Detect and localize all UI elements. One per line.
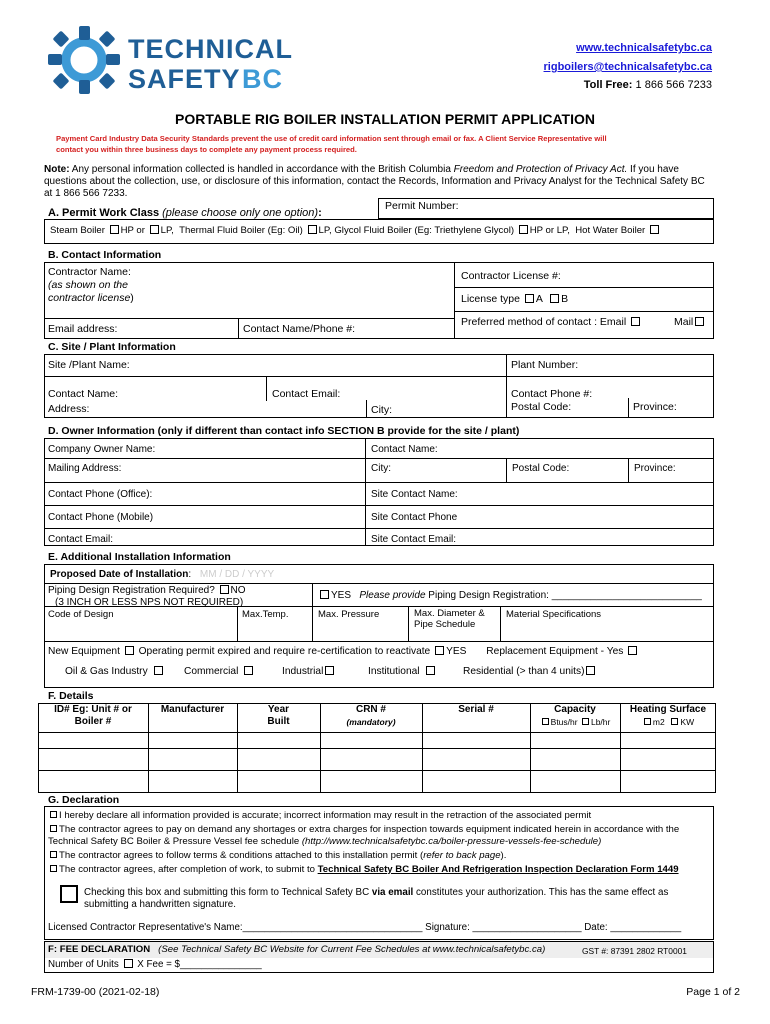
max-diameter-label2: Pipe Schedule <box>414 619 476 630</box>
btus-checkbox[interactable] <box>542 718 549 725</box>
privacy-note-line2: questions about the collection, use, or disclosure of this information, contact the Records, Information and Privacy Analyst for the Technical Safety BC <box>44 176 705 187</box>
units-input[interactable] <box>124 959 133 968</box>
col-serial-header: Serial # <box>458 704 494 715</box>
btus-label: Btus/hr <box>550 717 578 727</box>
hp-or-label: HP or <box>120 225 145 236</box>
signature-line[interactable]: Licensed Contractor Representative's Name:_________________________________ Signature: ____________________ Date: _____________ <box>48 922 682 933</box>
col-year-header2: Built <box>267 716 290 727</box>
website-link[interactable]: www.technicalsafetybc.ca <box>576 42 712 54</box>
institutional-label: Institutional <box>368 666 420 677</box>
decl1-label: I hereby declare all information provided is accurate; incorrect information may result in the retraction of the associated permit <box>59 810 592 821</box>
logo-line2: SAFETY <box>128 64 241 94</box>
industrial <box>282 666 336 678</box>
m2-checkbox[interactable] <box>644 718 651 725</box>
site-province-label: Province: <box>633 401 677 413</box>
institutional-checkbox[interactable] <box>426 666 435 675</box>
thermal-lp-checkbox[interactable] <box>308 225 317 234</box>
owner-city-label: City: <box>371 463 391 474</box>
material-specs-label: Material Specifications <box>506 609 602 620</box>
commercial <box>184 666 255 678</box>
decl-1 <box>48 810 591 822</box>
decl-3 <box>48 850 506 862</box>
note-act: Freedom and Protection of Privacy Act. <box>453 164 628 175</box>
thermal-fluid-label: Thermal Fluid Boiler (Eg: Oil) <box>179 225 303 236</box>
oil-gas-label: Oil & Gas Industry <box>65 666 148 677</box>
piping-provide-label: Piping Design Registration: ___________________________ <box>428 590 702 601</box>
commercial-checkbox[interactable] <box>244 666 253 675</box>
col-manufacturer-header: Manufacturer <box>160 704 225 715</box>
max-diameter-label1: Max. Diameter & <box>414 608 485 619</box>
contractor-name-label: Contractor Name: <box>48 266 131 278</box>
toll-free-number: 1 866 566 7233 <box>635 79 712 91</box>
permit-number-label: Permit Number: <box>385 200 459 212</box>
authorization-checkbox[interactable] <box>60 885 78 903</box>
note-label: Note: <box>44 164 70 175</box>
site-postal-label: Postal Code: <box>511 401 572 413</box>
piping-provide-italic: Please provide <box>359 590 429 601</box>
col-crn-sub: (mandatory) <box>346 717 396 727</box>
decl4-label: The contractor agrees, after completion of work, to submit to <box>59 864 318 875</box>
mailing-address-label: Mailing Address: <box>48 463 122 474</box>
owner-contact-name-label: Contact Name: <box>371 444 438 455</box>
residential-label: Residential (> than 4 units) <box>463 666 585 677</box>
phone-mobile-label: Contact Phone (Mobile) <box>48 512 154 523</box>
privacy-note-line1 <box>44 164 679 176</box>
operating-yes-label: YES <box>446 646 467 657</box>
section-d-title: D. Owner Information (only if different than contact info SECTION B provide for the site / plant) <box>48 425 520 437</box>
license-a-label: A <box>535 293 543 305</box>
lbhr-checkbox[interactable] <box>582 718 589 725</box>
max-pressure-label: Max. Pressure <box>318 609 380 620</box>
piping-yes <box>318 590 702 602</box>
owner-postal-label: Postal Code: <box>512 463 570 474</box>
email-address-label: Email address: <box>48 323 118 335</box>
decl2-label: The contractor agrees to pay on demand any shortages or extra charges for inspection towards equipment indicated herein in accordance with the <box>59 824 680 835</box>
commercial-label: Commercial <box>184 666 239 677</box>
mail-option-label: Mail <box>674 316 694 328</box>
section-f-title: F. Details <box>48 690 94 702</box>
steam-boiler-label: Steam Boiler <box>50 225 105 236</box>
fee-total-label: X Fee = $_______________ <box>137 959 262 970</box>
section-e-title: E. Additional Installation Information <box>48 551 231 563</box>
owner-contact-email-label: Contact Email: <box>48 534 114 545</box>
auth-via-email: via email <box>371 887 414 898</box>
hot-water-label: Hot Water Boiler <box>575 225 646 236</box>
col-year-header1: Year <box>267 704 290 715</box>
contact-name-phone-label: Contact Name/Phone #: <box>243 323 356 335</box>
oil-gas <box>65 666 165 678</box>
operating-permit-label: Operating permit expired and require re-certification to reactivate <box>138 646 431 657</box>
lp2-label: LP, <box>318 225 332 236</box>
decl3-label: The contractor agrees to follow terms & conditions attached to this installation permit ( <box>59 850 424 861</box>
section-a-label: A. Permit Work Class <box>48 207 160 219</box>
kw-label: KW <box>680 717 695 727</box>
plant-number-label: Plant Number: <box>511 359 579 371</box>
form-number: FRM-1739-00 (2021-02-18) <box>31 986 160 998</box>
lbhr-label: Lb/hr <box>590 717 611 727</box>
email-link[interactable]: rigboilers@technicalsafetybc.ca <box>543 61 712 73</box>
contractor-license-label: Contractor License #: <box>461 270 561 282</box>
logo-bc: BC <box>242 64 283 94</box>
pci-notice-line1: Payment Card Industry Data Security Standards prevent the use of credit card information sent through email or fax. A Client Service Representative will <box>56 134 607 143</box>
authorization-line1 <box>84 887 668 899</box>
section-g-title: G. Declaration <box>48 794 120 806</box>
col-crn-header: CRN # <box>355 704 386 715</box>
proposed-date-input[interactable]: MM / DD / YYYY <box>199 569 275 580</box>
toll-free <box>584 79 712 92</box>
steam-lp-checkbox[interactable] <box>150 225 159 234</box>
license-b-label: B <box>561 293 569 305</box>
privacy-note-line3: at 1 866 566 7233. <box>44 188 128 199</box>
steam-hp-checkbox[interactable] <box>110 225 119 234</box>
logo <box>44 24 299 96</box>
fee-header <box>48 944 545 956</box>
decl2-checkbox[interactable] <box>50 825 57 832</box>
license-type <box>461 293 568 305</box>
code-of-design-label: Code of Design <box>48 609 114 620</box>
decl-2b <box>48 836 601 848</box>
fee-units <box>48 959 262 971</box>
as-shown-text: contractor license <box>48 292 131 304</box>
equipment-row <box>48 646 639 658</box>
col-id-header1: ID# Eg: Unit # or <box>54 704 132 715</box>
section-a-hint: (please choose only one option) <box>162 207 319 219</box>
page-title: PORTABLE RIG BOILER INSTALLATION PERMIT APPLICATION <box>175 111 595 127</box>
industrial-checkbox[interactable] <box>325 666 334 675</box>
as-shown-close: ) <box>130 292 134 304</box>
piping-yes-checkbox[interactable] <box>320 590 329 599</box>
site-city-label: City: <box>371 404 392 416</box>
col-capacity-options <box>530 716 620 728</box>
industrial-label: Industrial <box>282 666 324 677</box>
page-number: Page 1 of 2 <box>686 986 740 998</box>
proposed-date: Proposed Date of Installation: MM / DD / YYYY <box>50 569 275 580</box>
decl-2 <box>48 824 679 836</box>
decl3-close: ). <box>500 850 507 861</box>
section-b-title: B. Contact Information <box>48 249 162 261</box>
piping-no-label: NO <box>230 585 246 596</box>
decl2b-label: Technical Safety BC Boiler & Pressure Vessel fee schedule <box>48 836 302 847</box>
col-capacity-header: Capacity <box>554 704 596 715</box>
preferred-contact <box>461 316 642 328</box>
decl4-checkbox[interactable] <box>50 865 57 872</box>
proposed-date-label: Proposed Date of Installation <box>50 569 189 580</box>
site-contact-name2-label: Site Contact Name: <box>371 489 458 500</box>
lp-label: LP, <box>160 225 174 236</box>
residential-checkbox[interactable] <box>586 666 595 675</box>
decl3-checkbox[interactable] <box>50 851 57 858</box>
col-id-header2: Boiler # <box>74 716 112 727</box>
max-temp-label: Max.Temp. <box>242 609 289 620</box>
decl3-italic: refer to back page <box>423 850 501 861</box>
license-b-checkbox[interactable] <box>550 294 559 303</box>
note-text1c: If you have <box>627 164 679 175</box>
replacement-checkbox[interactable] <box>628 646 637 655</box>
col-heating-header: Heating Surface <box>629 704 707 715</box>
hp-or-lp-label: HP or LP, <box>529 225 570 236</box>
piping-required-label: Piping Design Registration Required? <box>48 585 215 596</box>
as-shown-line2 <box>48 292 134 304</box>
email-option-checkbox[interactable] <box>631 317 640 326</box>
phone-office-label: Contact Phone (Office): <box>48 489 153 500</box>
new-equipment-checkbox[interactable] <box>125 646 134 655</box>
fee-note: (See Technical Safety BC Website for Current Fee Schedules at www.technicalsafetybc.ca) <box>158 944 546 955</box>
kw-checkbox[interactable] <box>671 718 678 725</box>
decl-4 <box>48 864 679 876</box>
fee-schedule-link[interactable]: (http://www.technicalsafetybc.ca/boiler-pressure-vessels-fee-schedule) <box>301 836 602 847</box>
section-c-title: C. Site / Plant Information <box>48 341 176 353</box>
replacement-label: Replacement Equipment - Yes <box>486 646 624 657</box>
auth-text1: Checking this box and submitting this form to Technical Safety BC <box>84 887 372 898</box>
piping-no-checkbox[interactable] <box>220 585 229 594</box>
as-shown-line1: (as shown on the <box>48 279 128 291</box>
site-contact-phone-label: Contact Phone #: <box>511 388 593 400</box>
authorization-line2: submitting a handwritten signature. <box>84 899 236 910</box>
section-a-colon: : <box>318 207 322 219</box>
site-contact-name-label: Contact Name: <box>48 388 119 400</box>
pci-notice-line2: contact you within three business days to complete any payment process required. <box>56 145 357 154</box>
owner-province-label: Province: <box>634 463 676 474</box>
glycol-checkbox[interactable] <box>519 225 528 234</box>
toll-free-label: Toll Free: <box>583 79 633 91</box>
site-contact-email-label: Contact Email: <box>272 388 341 400</box>
license-a-checkbox[interactable] <box>525 294 534 303</box>
fee-title: F: FEE DECLARATION <box>48 944 151 955</box>
permit-class-options <box>50 225 661 237</box>
site-contact-email2-label: Site Contact Email: <box>371 534 457 545</box>
institutional <box>368 666 437 678</box>
site-plant-name-label: Site /Plant Name: <box>48 359 130 371</box>
nps-note: (3 INCH OR LESS NPS NOT REQUIRED) <box>55 597 244 608</box>
auth-text2: constitutes your authorization. This has the same effect as <box>413 887 669 898</box>
hot-water-checkbox[interactable] <box>650 225 659 234</box>
decl1-checkbox[interactable] <box>50 811 57 818</box>
site-address-label: Address: <box>48 403 90 415</box>
mail-option <box>674 316 706 328</box>
operating-permit-checkbox[interactable] <box>435 646 444 655</box>
company-owner-label: Company Owner Name: <box>48 444 156 455</box>
units-label: Number of Units <box>48 959 119 970</box>
residential <box>463 666 597 678</box>
oil-gas-checkbox[interactable] <box>154 666 163 675</box>
preferred-method-label: Preferred method of contact : <box>461 316 600 328</box>
note-text1: Any personal information collected is handled in accordance with the British Columbia <box>71 164 454 175</box>
email-option-label: Email <box>599 316 627 328</box>
col-heating-options <box>620 716 716 728</box>
piping-yes-label: YES <box>331 590 352 601</box>
mail-option-checkbox[interactable] <box>695 317 704 326</box>
m2-label: m2 <box>652 717 665 727</box>
gear-logo-icon <box>44 24 124 96</box>
form-1449-link[interactable]: Technical Safety BC Boiler And Refrigeration Inspection Declaration Form 1449 <box>317 864 679 875</box>
logo-line1: TECHNICAL <box>128 34 293 64</box>
gst-number: GST #: 87391 2802 RT0001 <box>582 946 687 956</box>
license-type-label: License type <box>461 293 520 305</box>
piping-required <box>48 585 246 597</box>
glycol-label: Glycol Fluid Boiler (Eg: Triethylene Glycol) <box>334 225 515 236</box>
new-equipment-label: New Equipment <box>48 646 120 657</box>
site-contact-phone2-label: Site Contact Phone <box>371 512 458 523</box>
